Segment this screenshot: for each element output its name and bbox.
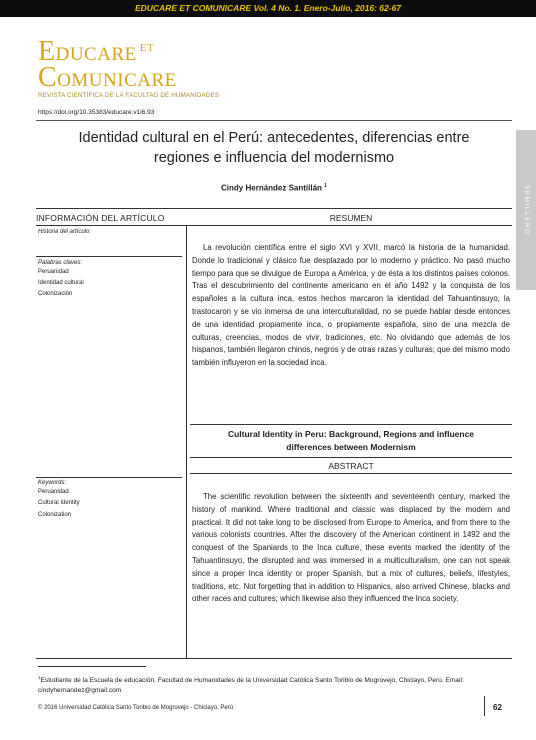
english-title [190,428,512,454]
english-title-top-rule [190,424,512,425]
logo-line-comunicare [38,62,177,94]
section-side-tab [516,130,536,290]
article-title-line-2: regiones e influencia del modernismo [153,150,395,166]
keyword-es-item: Peruanidad [38,269,69,275]
logo-text-comunicare: OMUNICARE [57,70,177,91]
logo-text-educare: DUCARE [55,44,137,65]
keyword-es-item: Colonización [38,291,73,297]
logo-text-et: ET [139,42,155,54]
abstract-top-rule [190,457,512,458]
copyright-notice: © 2016 Universidad Católica Santo Toribio de Mogrovejo - Chiclayo, Perú [38,705,234,711]
abstract-heading: ABSTRACT [328,461,374,471]
article-title-line-1: Identidad cultural en el Perú: antecedentes, diferencias entre [78,130,470,146]
author-footnote [38,673,516,695]
keyword-es-item: Identidad cultural [38,280,84,286]
footnote-text: Estudiante de la Escuela de educación, Facultad de Humanidades de la Universidad Católica Santo Toribio de Mogrovejo, Chiclayo, Perú. Email: cindyhernandez@gmail.com [38,677,464,694]
keywords-divider [36,477,182,478]
resumen-paragraph [192,242,510,370]
table-column-divider [186,226,187,658]
logo-subtitle: REVISTA CIENTÍFICA DE LA FACULTAD DE HUMANIDADES [38,92,220,99]
keywords-es-label: Palabras claves: [38,260,83,266]
journal-header-bar [0,0,536,17]
author-name: Cindy Hernández Santillán [221,183,322,193]
keyword-en-item: Cultural Identity [38,500,80,506]
resumen-heading: RESUMEN [329,213,373,223]
author-footnote-mark: 1 [324,183,327,189]
logo-initial-e: E [38,36,56,67]
article-author [36,183,512,193]
article-info-heading: INFORMACIÓN DEL ARTÍCULO [36,213,165,223]
resumen-text: La revolución científica entre el siglo XVI y XVII, marcó la historia de la humanidad. Donde lo tradicional y clásico fue desplazado por lo moderno y práctico. No pasó mucho tiempo para que se divulgue de Europa a América, y de ésta a los distintos países colonos. Tras el descubrimiento del continente americano en el año 1492 y la conquista de los españoles a la cultura inca, estos hechos marcaron la identidad del Tahuantinsuyo, la trastocaron y se vio inmersa de una interculturalidad, no se puede hablar desde entonces de una identidad propiamente inca, o propiamente española, sino de una mezcla de culturas, creencias, modos de vivir, tradiciones, etc. No olvidando que además de los hispanos, también llegaron chinos, negros y de otras razas y culturas; que del mismo modo también influyeron en la sociedad inca. [192,243,510,368]
page-number: 62 [493,703,502,712]
abstract-paragraph [192,491,510,606]
journal-citation: EDUCARE ET COMUNICARE Vol. 4 No. 1. Enero-Julio, 2016: 62-67 [134,3,402,13]
abstract-text: The scientific revolution between the sixteenth and seventeenth century, marked the history of mankind. Where traditional and classic was displaced by the modern and practical. It did not take long to be disclosed from Europe to America, and from there to the various colonists countries. After the discovery of the American continent in 1492 and the conquest of the Spaniards to the Inca culture, these events marked the identity of the Tahuantinsuyo, the disrupted and was immersed in a multiculturalism, one can not speak since a proper Inca identity or proper Spanish, but a mix of cultures, beliefs, lifestyles, traditions, etc. Not forgetting that in addition to Hispanics, also arrived Chinese, blacks and other races and cultures; which likewise also they influenced the Inca society. [192,492,510,604]
history-label: Historia del artículo: [38,229,92,235]
table-top-rule [36,208,512,209]
history-divider [36,256,182,257]
header-divider [36,120,512,121]
keyword-en-item: Colonization [38,512,72,518]
side-tab-label: SEMILLERO [523,184,530,236]
english-title-line-2: differences between Modernism [286,442,416,452]
keywords-en-label: Keywords: [38,480,67,486]
table-bottom-rule [36,658,512,659]
footnote-rule [38,666,146,667]
journal-logo [38,36,278,106]
logo-initial-c: C [38,62,58,93]
abstract-header-rule [190,473,512,474]
doi-link[interactable]: https://doi.org/10.35383/educare.v1i6.93 [38,109,155,116]
table-header-rule [36,225,512,226]
footer-divider [484,696,485,716]
english-title-line-1: Cultural Identity in Peru: Background, Regions and influence [227,429,475,439]
keyword-en-item: Peruanidad [38,489,69,495]
article-title [36,128,512,168]
footnote-mark: 1 [38,675,41,680]
